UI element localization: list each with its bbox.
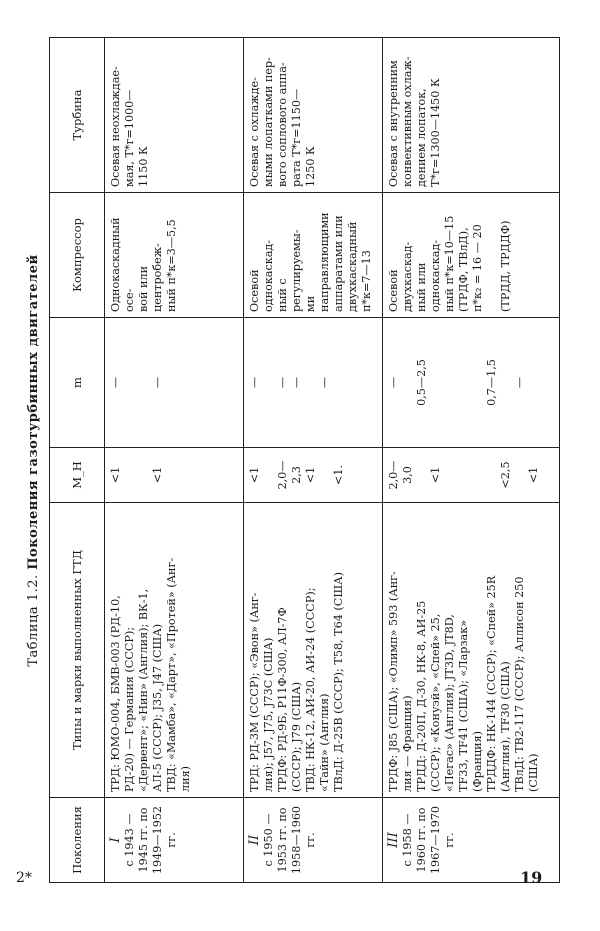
engine-types-cell	[105, 503, 244, 798]
page-number: 19	[520, 868, 543, 887]
types-line: ТВлД: Д-25В (СССР); Т58, Т64 (США)	[332, 572, 345, 792]
mh-line	[457, 453, 471, 497]
header-turbine: Турбина	[50, 38, 105, 193]
compressor-line: π*к=7—13	[360, 250, 373, 312]
mh-line: 2,0—2,3	[276, 460, 303, 490]
generation-number: II	[247, 834, 262, 846]
compressor-line: π*к₂ = 16 — 20	[471, 224, 484, 312]
types-line: ТВлД: ТВ2-117 (СССР); Аллисон 250	[513, 576, 526, 792]
mh-line	[471, 453, 485, 497]
mh-line: <1	[527, 466, 540, 484]
signature-mark: 2*	[16, 870, 32, 886]
types-line: ТРД: РД-3М (СССР); «Эвон» (Анг-	[248, 592, 261, 792]
turbine-line: Осевая неохлаждае-	[109, 66, 122, 187]
header-generation: Поколения	[50, 798, 105, 883]
compressor-cell	[383, 193, 560, 318]
m-line	[304, 323, 318, 442]
types-line: ТРД: ЮМО-004, БМВ-003 (РД-10,	[109, 595, 122, 792]
m-line	[401, 323, 415, 442]
types-line: ТВД: НК-12, АИ-20, АИ-24 (СССР);	[304, 587, 317, 792]
mh-line: 2,0—3,0	[387, 460, 414, 490]
mh-line	[137, 453, 151, 497]
types-line: ТРДД: Д-20П, Д-30, НК-8, АИ-25	[415, 600, 428, 792]
compressor-line: ный или однокаскад-	[415, 239, 442, 312]
caption-title: Поколения газотурбинных двигателей	[26, 254, 41, 570]
compressor-line: аппаратами или	[332, 215, 345, 312]
generation-number: III	[386, 832, 401, 848]
types-line: (СССР); «Конуэй», «Спей» 25,	[429, 613, 442, 792]
compressor-line: (ТРДФ, ТВлД),	[457, 227, 470, 312]
m-line: —	[513, 376, 526, 389]
m-line	[429, 323, 443, 442]
gen-line: 1958—1960 гг.	[290, 805, 317, 875]
types-line: (США)	[527, 753, 540, 792]
types-line: ТРДФ: РД-9Б, Р11Ф-300, АЛ-7Ф	[276, 607, 289, 792]
gen-line: 1967—1970 гг.	[429, 805, 456, 875]
m-line	[262, 323, 276, 442]
generation-cell	[244, 798, 383, 883]
table-row	[383, 38, 560, 883]
types-line: АЛ-5 (СССР); J35, J47 (США)	[151, 623, 164, 792]
types-line: РД-20) — Германия (СССР);	[123, 626, 136, 792]
mh-cell	[244, 448, 383, 503]
rotated-page-content	[19, 38, 579, 883]
turbine-line: дением лопаток,	[415, 88, 428, 187]
gen-line: с 1950 —	[262, 813, 275, 867]
mh-line	[513, 453, 527, 497]
gte-generations-table	[49, 37, 560, 883]
compressor-line: вой или центробеж-	[137, 243, 164, 312]
mh-line	[262, 453, 276, 497]
types-line: «Пегас» (Англия); JT3D, JT8D,	[443, 614, 456, 792]
m-line	[137, 323, 151, 442]
m-line: 0,7—1,5	[485, 359, 498, 406]
table-row	[105, 38, 244, 883]
types-line: (СССР); J79 (США)	[290, 681, 303, 792]
types-line: лия)	[179, 766, 192, 792]
turbine-cell	[105, 38, 244, 193]
m-line	[471, 323, 485, 442]
types-line: ТРДФ: J85 (США); «Олимп» 593 (Анг-	[387, 571, 400, 792]
mh-line	[123, 453, 137, 497]
types-line: «Тайн» (Англия)	[318, 693, 331, 792]
m-line: —	[290, 376, 303, 389]
types-line: «Дервент»; «Нин» (Англия); ВК-1,	[137, 588, 150, 792]
types-line: TF33, TF41 (США); «Ларзак»	[457, 619, 470, 792]
engine-types-cell	[244, 503, 383, 798]
header-types: Типы и марки выполненных ГТД	[50, 503, 105, 798]
turbine-line: конвективным охлаж-	[401, 56, 414, 187]
mh-cell	[383, 448, 560, 503]
m-cell	[383, 318, 560, 448]
types-line: (Франция)	[471, 730, 484, 792]
gen-line: с 1943 —	[123, 813, 136, 867]
mh-line: <1.	[332, 464, 345, 486]
table-row	[244, 38, 383, 883]
turbine-line: мыми лопатками пер-	[262, 57, 275, 187]
turbine-line: Осевая с внутренним	[387, 60, 400, 187]
header-compressor: Компрессор	[50, 193, 105, 318]
turbine-line: вого соплового аппа-	[276, 62, 289, 187]
compressor-line: ный π*к=3—5,5	[165, 219, 178, 312]
engine-types-cell	[383, 503, 560, 798]
turbine-line: мая, T*г=1000—	[123, 89, 136, 187]
m-line: —	[318, 376, 331, 389]
types-line: ТВД: «Мамба», «Дарт», «Протей» (Анг-	[165, 557, 178, 792]
turbine-cell	[383, 38, 560, 193]
mh-line: <1	[429, 466, 442, 484]
types-line: ТРДДФ: НК-144 (СССР); «Спей» 25R	[485, 575, 498, 792]
m-line	[527, 323, 541, 442]
m-cell	[244, 318, 383, 448]
mh-line	[415, 453, 429, 497]
turbine-line: 1150 К	[137, 146, 150, 187]
compressor-line: Осевой однокаскад-	[248, 239, 275, 312]
mh-line	[485, 453, 499, 497]
mh-line: <1	[109, 466, 122, 484]
compressor-line: ный с регулируемы-	[276, 229, 303, 312]
compressor-line	[485, 198, 499, 312]
m-line	[443, 323, 457, 442]
caption-prefix: Таблица 1.2.	[26, 574, 41, 667]
types-line: лия); J57, J75, J73C (США)	[262, 637, 275, 792]
gen-line: с 1958 —	[401, 813, 414, 867]
types-line: лия — Франция)	[401, 695, 414, 792]
compressor-line: (ТРДД, ТРДДФ)	[499, 220, 512, 312]
generation-cell	[105, 798, 244, 883]
compressor-line: ный π*к=10—15	[443, 215, 456, 312]
gen-line: 1960 гг. по	[415, 807, 428, 873]
mh-line	[318, 453, 332, 497]
compressor-line: Осевой двухкаскад-	[387, 241, 414, 312]
gen-line: 1949—1952 гг.	[151, 805, 178, 875]
m-line: —	[276, 376, 289, 389]
m-line	[457, 323, 471, 442]
turbine-cell	[244, 38, 383, 193]
turbine-line: T*г=1300—1450 К	[429, 78, 442, 187]
gen-line: 1945 гг. по	[137, 807, 150, 873]
m-line: —	[109, 376, 122, 389]
m-line	[123, 323, 137, 442]
turbine-line: рата T*г=1150—	[290, 88, 303, 187]
m-line: 0,5—2,5	[415, 359, 428, 406]
m-line: —	[387, 376, 400, 389]
turbine-line: 1250 К	[304, 146, 317, 187]
header-row	[50, 38, 105, 883]
header-m: m	[50, 318, 105, 448]
m-line: —	[248, 376, 261, 389]
m-line: —	[151, 376, 164, 389]
compressor-line: ми направляющими	[304, 212, 331, 312]
mh-line: <2,5	[499, 461, 512, 489]
compressor-cell	[244, 193, 383, 318]
compressor-line: двухкаскадный	[346, 221, 359, 312]
mh-line: <1	[151, 466, 164, 484]
table-caption	[19, 38, 49, 883]
compressor-line: Однокаскадный осе-	[109, 217, 136, 312]
mh-line: <1	[248, 466, 261, 484]
types-line: (Англия), TF30 (США)	[499, 661, 512, 792]
compressor-cell	[105, 193, 244, 318]
generation-number: I	[108, 837, 123, 843]
gen-line: 1953 гг. по	[276, 807, 289, 873]
mh-line	[443, 453, 457, 497]
mh-line: <1	[304, 466, 317, 484]
turbine-line: Осевая с охлажде-	[248, 77, 261, 187]
mh-line	[541, 453, 555, 497]
m-line	[499, 323, 513, 442]
header-mh: M_H	[50, 448, 105, 503]
mh-cell	[105, 448, 244, 503]
m-cell	[105, 318, 244, 448]
